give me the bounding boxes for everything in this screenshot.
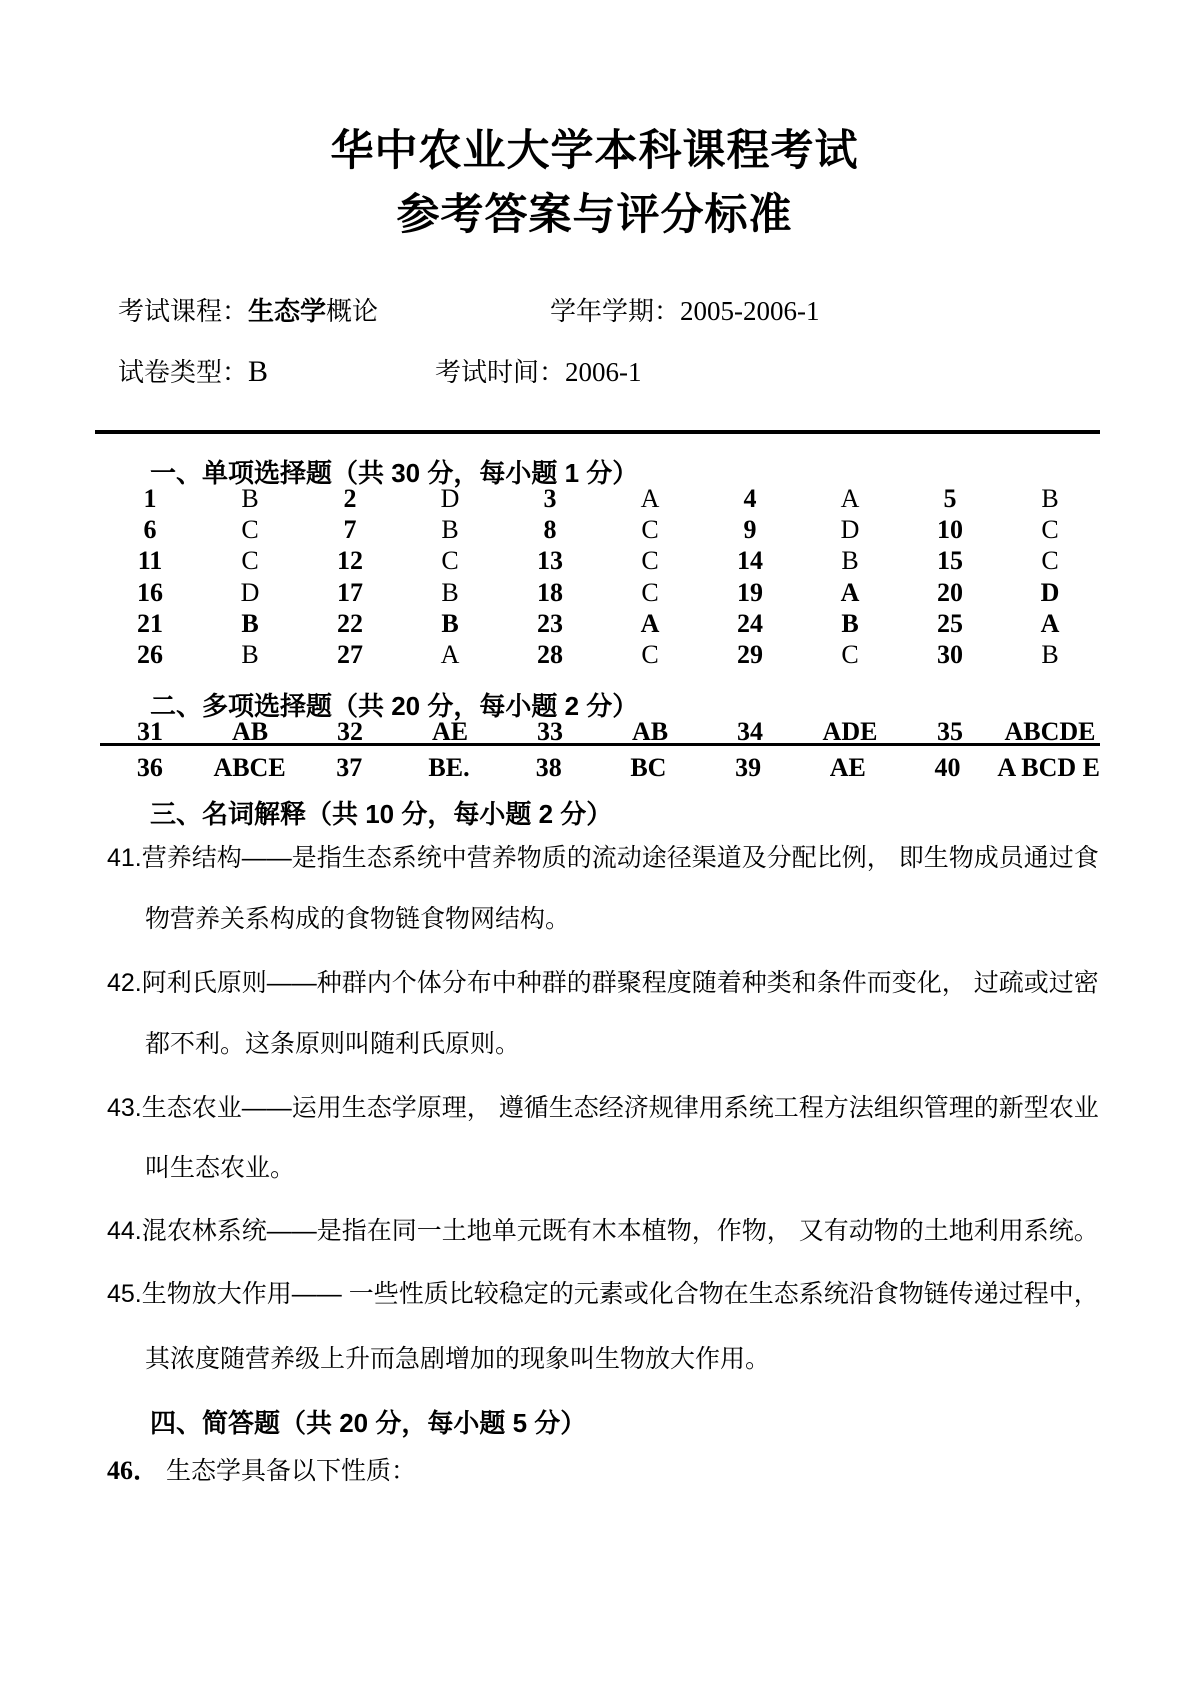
definition-42-line-1: 42.阿利氏原则——种群内个体分布中种群的群聚程度随着种类和条件而变化， 过疏或过密 <box>107 969 1099 997</box>
answer-value: AB <box>631 717 669 746</box>
term-row <box>550 296 820 326</box>
term-value: 2005-2006-1 <box>680 296 820 326</box>
definition-44-line-1: 44.混农林系统——是指在同一土地单元既有木本植物，作物， 又有动物的土地利用系统。 <box>107 1217 1099 1245</box>
question-number: 26 <box>137 639 163 669</box>
answer-value: AE <box>431 717 469 746</box>
question-number: 7 <box>343 515 357 545</box>
course-row <box>118 296 378 326</box>
exam-time-label: 考试时间： <box>435 357 566 387</box>
answer-value: AE <box>829 752 866 782</box>
course-name-bold: 生态学 <box>248 296 327 326</box>
question-number: 20 <box>937 577 963 607</box>
question-number: 14 <box>737 546 763 576</box>
question-number: 16 <box>137 577 163 607</box>
question-number: 13 <box>537 546 563 576</box>
question-number: 11 <box>137 546 163 576</box>
document-title-line-1: 华中农业大学本科课程考试 <box>330 127 859 175</box>
definition-45-line-1: 45.生物放大作用—— 一些性质比较稳定的元素或化合物在生态系统沿食物链传递过程中， <box>107 1280 1099 1308</box>
section-4-heading: 四、简答题（共 20 分，每小题 5 分） <box>150 1408 587 1438</box>
course-label: 考试课程： <box>118 296 249 326</box>
section-1-heading: 一、单项选择题（共 30 分，每小题 1 分） <box>150 458 639 488</box>
question-number: 32 <box>337 717 363 746</box>
question-number: 4 <box>743 484 757 513</box>
question-number: 33 <box>537 717 563 746</box>
question-number: 12 <box>337 546 363 576</box>
paper-type-row <box>118 357 268 387</box>
question-number: 24 <box>737 608 763 638</box>
paper-type-value: B <box>248 355 269 388</box>
question-46-number: 46． <box>107 1456 160 1485</box>
course-name-rest: 概论 <box>326 296 379 326</box>
answer-value: C <box>241 546 259 576</box>
answer-value: B <box>241 639 259 669</box>
answer-value: C <box>841 639 859 669</box>
answer-value: BE. <box>428 752 470 782</box>
question-number: 2 <box>343 484 357 513</box>
exam-time-row <box>435 357 642 387</box>
question-number: 30 <box>937 639 963 669</box>
question-46-text: 生态学具备以下性质： <box>165 1457 416 1485</box>
header-divider-rule <box>95 430 1100 434</box>
definition-45-line-2: 其浓度随营养级上升而急剧增加的现象叫生物放大作用。 <box>145 1345 771 1373</box>
answer-value: C <box>641 546 659 576</box>
definition-43-line-2: 叫生态农业。 <box>145 1154 296 1182</box>
answer-value: D <box>840 515 860 545</box>
question-number: 34 <box>737 717 763 746</box>
question-number: 23 <box>537 608 563 638</box>
question-number: 28 <box>537 639 563 669</box>
answer-value: A <box>840 577 860 607</box>
answer-value: C <box>441 546 459 576</box>
question-number: 10 <box>937 515 963 545</box>
question-number: 17 <box>337 577 363 607</box>
answer-value: C <box>641 515 659 545</box>
answer-value: A <box>640 484 660 513</box>
answer-value: B <box>241 608 259 638</box>
question-number: 31 <box>137 717 163 746</box>
question-number: 29 <box>737 639 763 669</box>
answer-value: A <box>640 608 660 638</box>
question-number: 36 <box>136 752 163 782</box>
answer-value: A <box>440 639 460 669</box>
answer-value: B <box>441 515 459 545</box>
answer-value: ABCDE <box>1004 717 1096 746</box>
definition-41-line-1: 41.营养结构——是指生态系统中营养物质的流动途径渠道及分配比例， 即生物成员通过食 <box>107 844 1099 872</box>
question-number: 8 <box>543 515 557 545</box>
answer-value: ABCE <box>213 752 286 782</box>
question-number: 22 <box>337 608 363 638</box>
definition-41-line-2: 物营养关系构成的食物链食物网结构。 <box>145 905 571 933</box>
multiple-choice-answer-row-2 <box>100 749 1100 783</box>
term-label: 学年学期： <box>550 296 681 326</box>
definition-42-line-2: 都不利。这条原则叫随利氏原则。 <box>145 1030 521 1058</box>
definition-43-line-1: 43.生态农业——运用生态学原理， 遵循生态经济规律用系统工程方法组织管理的新型农业 <box>107 1094 1099 1122</box>
answer-value: C <box>1041 546 1059 576</box>
question-number: 38 <box>535 752 562 782</box>
answer-value: D <box>240 577 260 607</box>
answer-value: ADE <box>822 717 878 746</box>
exam-time-value: 2006-1 <box>565 357 642 387</box>
answer-value: B <box>1041 639 1059 669</box>
answer-value: B <box>841 546 859 576</box>
single-choice-answer-table <box>100 483 1100 670</box>
answer-value: B <box>441 577 459 607</box>
question-number: 19 <box>737 577 763 607</box>
answer-value: B <box>841 608 859 638</box>
question-number: 40 <box>934 752 961 782</box>
question-number: 37 <box>336 752 363 782</box>
answer-value: C <box>641 577 659 607</box>
section-2-heading: 二、多项选择题（共 20 分，每小题 2 分） <box>150 691 639 721</box>
question-number: 6 <box>143 515 157 545</box>
answer-value: A <box>1040 608 1060 638</box>
question-number: 39 <box>735 752 762 782</box>
answer-value: B <box>241 484 259 513</box>
question-number: 1 <box>143 484 157 513</box>
answer-value: B <box>441 608 459 638</box>
question-number: 15 <box>937 546 963 576</box>
answer-value: AB <box>231 717 269 746</box>
multiple-choice-answer-row-1 <box>100 716 1100 746</box>
question-number: 35 <box>937 717 963 746</box>
answer-value: C <box>1041 515 1059 545</box>
answer-value: D <box>1040 577 1060 607</box>
answer-value: A BCD E <box>997 752 1100 782</box>
question-number: 21 <box>137 608 163 638</box>
question-number: 3 <box>543 484 557 513</box>
question-46-line <box>107 1450 416 1487</box>
answer-value: A <box>840 484 860 513</box>
question-number: 5 <box>943 484 957 513</box>
section-3-heading: 三、名词解释（共 10 分，每小题 2 分） <box>150 799 613 829</box>
document-title-line-2: 参考答案与评分标准 <box>396 191 793 239</box>
answer-value: D <box>440 484 460 513</box>
answer-value: C <box>641 639 659 669</box>
question-number: 25 <box>937 608 963 638</box>
answer-value: C <box>241 515 259 545</box>
answer-value: B <box>1041 484 1059 513</box>
paper-type-label: 试卷类型： <box>118 357 249 387</box>
answer-value: BC <box>630 752 667 782</box>
question-number: 9 <box>743 515 757 545</box>
question-number: 18 <box>537 577 563 607</box>
question-number: 27 <box>337 639 363 669</box>
